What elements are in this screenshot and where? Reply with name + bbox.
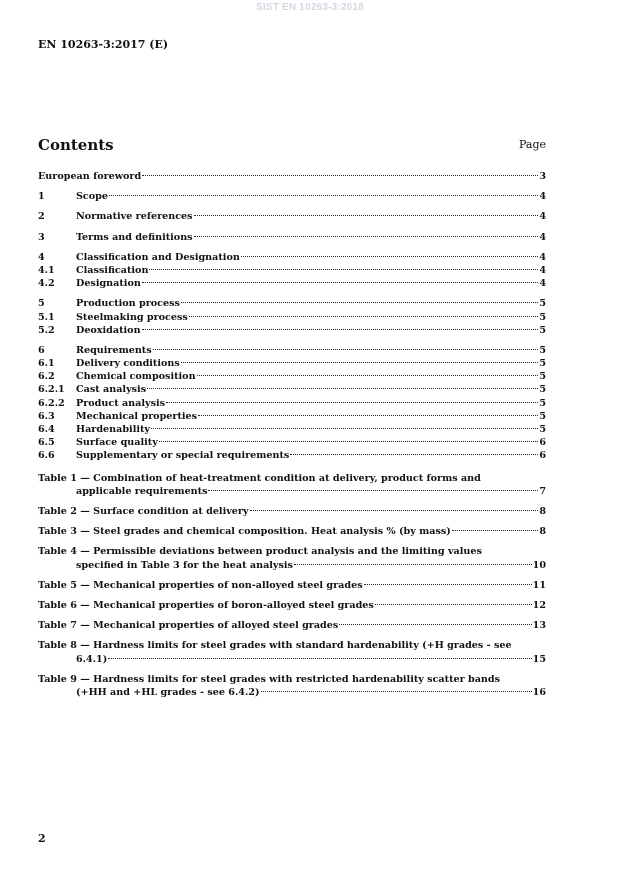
toc-entry[interactable] — [38, 344, 546, 357]
table-entry-title: 6.4.1) — [76, 653, 108, 665]
toc-entry-page: 5 — [539, 384, 546, 396]
toc-entry-page: 5 — [539, 424, 546, 435]
toc-entry-body — [76, 383, 546, 396]
table-entry-page: 12 — [532, 599, 546, 611]
toc-entry-number: 6.6 — [38, 450, 55, 462]
toc-entry-body — [76, 397, 546, 410]
toc-entry-page: 4 — [539, 191, 546, 203]
toc-entry-title: Classification and Designation — [76, 251, 240, 263]
table-entry-title: specified in Table 3 for the heat analysis — [76, 559, 293, 571]
toc-entry-page: 4 — [539, 231, 546, 243]
toc-entry[interactable] — [38, 436, 546, 449]
table-entry-title-line1: Table 9 — Hardness limits for steel grades with restricted hardenability scatter bands — [38, 673, 501, 685]
toc-entry[interactable] — [38, 264, 546, 277]
toc-entry[interactable] — [38, 423, 546, 436]
table-list-entry[interactable] — [38, 639, 546, 665]
toc-entry-body — [76, 277, 546, 290]
toc-entry-number: 6.2 — [38, 371, 55, 383]
table-entry-title-line1: Table 4 — Permissible deviations between product analysis and the limiting values — [38, 546, 482, 558]
table-entry-title: Table 7 — Mechanical properties of alloyed steel grades — [38, 620, 339, 632]
dot-leader — [147, 387, 538, 389]
dot-leader — [181, 361, 539, 363]
toc-entry-body — [76, 449, 546, 462]
toc-entry[interactable] — [38, 397, 546, 410]
dot-leader — [194, 235, 539, 237]
dot-leader — [208, 489, 538, 491]
dot-leader — [197, 374, 539, 376]
toc-entry-body — [76, 324, 546, 337]
table-entry-page: 10 — [532, 559, 546, 571]
table-entry-title-line2 — [38, 525, 546, 538]
toc-entry-page: 4 — [539, 278, 546, 290]
toc-entry[interactable] — [38, 170, 546, 183]
toc-entry-body — [76, 357, 546, 370]
toc-entry-page: 5 — [539, 344, 546, 356]
toc-entry-page: 5 — [539, 324, 546, 336]
dot-leader — [241, 255, 538, 257]
dot-leader — [375, 603, 532, 605]
table-entry-title-line2 — [38, 653, 546, 666]
toc-entry-title: Supplementary or special requirements — [76, 450, 290, 462]
toc-entry-title: Requirements — [76, 344, 152, 356]
toc-entry[interactable] — [38, 410, 546, 423]
dot-leader — [181, 301, 538, 303]
toc-entry[interactable] — [38, 277, 546, 290]
toc-entry[interactable] — [38, 449, 546, 462]
dot-leader — [108, 657, 531, 659]
table-entry-title-line2 — [38, 485, 546, 498]
table-entry-title-line2 — [38, 579, 546, 592]
toc-entry-body — [76, 231, 546, 244]
dot-leader — [159, 440, 539, 442]
toc-entry[interactable] — [38, 357, 546, 370]
table-list-entry[interactable] — [38, 525, 546, 538]
toc-entry-body — [76, 436, 546, 449]
toc-entry-number: 6.5 — [38, 437, 55, 449]
toc-entry-body — [76, 423, 546, 436]
toc-entry-number: 6.2.2 — [38, 397, 65, 409]
toc-entry[interactable] — [38, 324, 546, 337]
table-list-entry[interactable] — [38, 472, 546, 498]
toc-entry-page: 5 — [539, 358, 546, 370]
dot-leader — [151, 427, 538, 429]
toc-entry-page: 5 — [539, 397, 546, 409]
toc-entry-number: 1 — [38, 191, 45, 203]
table-entry-page: 13 — [532, 620, 546, 632]
dot-leader — [153, 348, 539, 350]
toc-entry-number: 4.2 — [38, 278, 55, 290]
toc-entry-number: 2 — [38, 211, 45, 223]
table-entry-page: 8 — [539, 505, 546, 517]
toc-entry-body — [76, 410, 546, 423]
table-entry-title-line2 — [38, 686, 546, 699]
toc-entry-page: 5 — [539, 371, 546, 383]
toc-entry[interactable] — [38, 231, 546, 244]
toc-entry-title: Terms and definitions — [76, 231, 193, 243]
document-header: EN 10263-3:2017 (E) — [38, 38, 169, 51]
dot-leader — [364, 583, 532, 585]
toc-entry[interactable] — [38, 311, 546, 324]
table-entry-title-line2 — [38, 599, 546, 612]
toc-entry-page: 4 — [539, 251, 546, 263]
toc-entry-title: Steelmaking process — [76, 311, 188, 323]
toc-entry-number: 6.4 — [38, 424, 55, 435]
dot-leader — [142, 281, 538, 283]
dot-leader — [250, 509, 539, 511]
table-entry-page: 7 — [539, 485, 546, 497]
toc-entry-body — [76, 297, 546, 310]
table-list-entry[interactable] — [38, 599, 546, 612]
toc-entry[interactable] — [38, 383, 546, 396]
toc-entry[interactable] — [38, 210, 546, 223]
watermark: SIST EN 10263-3:2018 — [256, 2, 364, 13]
toc-entry[interactable] — [38, 190, 546, 203]
toc-entry[interactable] — [38, 297, 546, 310]
toc-entry-number: 6.3 — [38, 410, 55, 422]
dot-leader — [198, 414, 538, 416]
toc-entry-title: Product analysis — [76, 397, 166, 409]
dot-leader — [452, 529, 538, 531]
toc-entry-page: 3 — [539, 171, 546, 182]
toc-entry-title: Chemical composition — [76, 371, 196, 383]
table-entry-title-line1: Table 1 — Combination of heat-treatment condition at delivery, product forms and — [38, 472, 481, 484]
toc-entry-body — [76, 251, 546, 264]
toc-entry-page: 6 — [539, 450, 546, 462]
toc-entry[interactable] — [38, 370, 546, 383]
toc-entry-number: 5.1 — [38, 311, 55, 323]
toc-entry-number: 4 — [38, 251, 45, 263]
toc-entry-page: 5 — [539, 298, 546, 310]
table-entry-title: Table 3 — Steel grades and chemical composition. Heat analysis % (by mass) — [38, 526, 451, 538]
toc-entry-page: 6 — [539, 437, 546, 449]
table-entry-title: applicable requirements — [76, 485, 208, 497]
table-entry-title-line2 — [38, 619, 546, 632]
toc-entry-title: European foreword — [38, 171, 142, 182]
table-entry-title: Table 2 — Surface condition at delivery — [38, 505, 249, 517]
toc-entry-number: 3 — [38, 231, 45, 243]
table-entry-page: 11 — [532, 579, 546, 591]
table-list-entry[interactable] — [38, 505, 546, 518]
toc-entry-number: 6 — [38, 344, 45, 356]
toc-entry-body — [76, 210, 546, 223]
toc-entry-page: 5 — [539, 311, 546, 323]
toc-entry-page: 4 — [539, 211, 546, 223]
toc-entry[interactable] — [38, 251, 546, 264]
toc-entry-number: 4.1 — [38, 264, 55, 276]
dot-leader — [339, 623, 531, 625]
toc-entry-page: 4 — [539, 264, 546, 276]
table-list-entry[interactable] — [38, 545, 546, 571]
table-list-entry[interactable] — [38, 619, 546, 632]
toc-entry-title: Classification — [76, 264, 149, 276]
table-entry-title: Table 5 — Mechanical properties of non-alloyed steel grades — [38, 579, 363, 591]
dot-leader — [142, 174, 538, 176]
dot-leader — [194, 214, 539, 216]
table-entry-title-line1: Table 8 — Hardness limits for steel grades with standard hardenability (+H grades - see — [38, 640, 512, 652]
dot-leader — [142, 328, 539, 330]
dot-leader — [290, 453, 538, 455]
toc-entry-page: 5 — [539, 410, 546, 422]
toc-entry-title: Delivery conditions — [76, 358, 180, 370]
toc-entry-body — [38, 170, 546, 183]
table-entry-title: (+HH and +HL grades - see 6.4.2) — [76, 687, 260, 698]
toc-entry-body — [76, 190, 546, 203]
toc-entry-title: Designation — [76, 278, 141, 290]
toc-entry-number: 6.1 — [38, 358, 55, 370]
contents-title: Contents — [38, 136, 114, 154]
toc-entry-body — [76, 344, 546, 357]
dot-leader — [294, 563, 532, 565]
toc-entry-number: 5 — [38, 298, 45, 310]
table-list-entry[interactable] — [38, 673, 546, 699]
toc-entry-title: Hardenability — [76, 424, 150, 435]
toc-entry-title: Scope — [76, 191, 108, 203]
table-entry-title-line2 — [38, 559, 546, 572]
toc-entry-title: Mechanical properties — [76, 410, 198, 422]
table-of-contents — [38, 170, 546, 699]
dot-leader — [166, 401, 538, 403]
toc-entry-body — [76, 311, 546, 324]
toc-entry-number: 5.2 — [38, 324, 55, 336]
dot-leader — [109, 194, 538, 196]
toc-entry-number: 6.2.1 — [38, 384, 65, 396]
toc-entry-title: Normative references — [76, 211, 193, 223]
dot-leader — [189, 315, 539, 317]
toc-entry-body — [76, 264, 546, 277]
toc-entry-title: Cast analysis — [76, 384, 147, 396]
toc-entry-title: Surface quality — [76, 437, 158, 449]
dot-leader — [261, 690, 532, 692]
table-entry-page: 15 — [532, 653, 546, 665]
table-entry-title-line2 — [38, 505, 546, 518]
toc-entry-title: Production process — [76, 298, 180, 310]
table-entry-title: Table 6 — Mechanical properties of boron-alloyed steel grades — [38, 599, 374, 611]
dot-leader — [149, 268, 538, 270]
toc-entry-title: Deoxidation — [76, 324, 141, 336]
table-entry-page: 16 — [532, 687, 546, 698]
page-column-label: Page — [519, 138, 547, 151]
footer-page-number: 2 — [38, 832, 46, 845]
table-list-entry[interactable] — [38, 579, 546, 592]
toc-entry-body — [76, 370, 546, 383]
table-entry-page: 8 — [539, 526, 546, 538]
